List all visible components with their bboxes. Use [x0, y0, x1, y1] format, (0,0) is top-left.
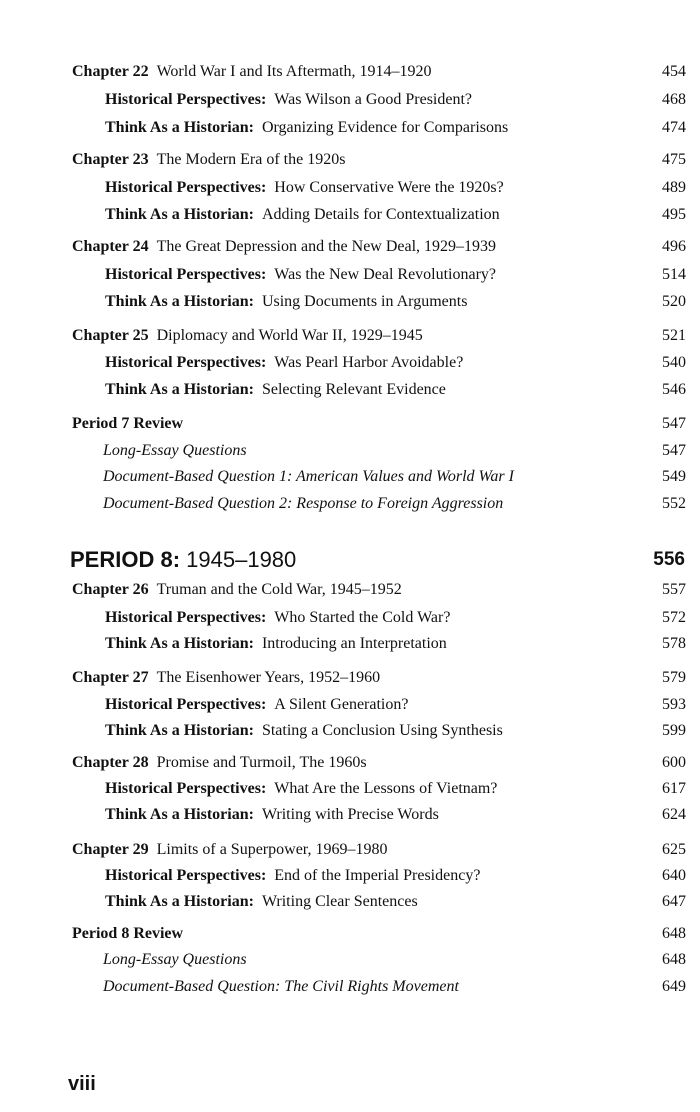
- feature-label: Think As a Historian:: [105, 293, 254, 310]
- entry-title: The Modern Era of the 1920s: [156, 151, 346, 168]
- page-number: 640: [662, 867, 686, 884]
- page-number: 579: [662, 669, 686, 686]
- feature-label: Think As a Historian:: [105, 206, 254, 223]
- page-number: 557: [662, 581, 686, 598]
- toc-entry-chapter: [0, 579, 686, 601]
- page-number: 495: [662, 206, 686, 223]
- page-number: 547: [662, 415, 686, 432]
- entry-title: Was Pearl Harbor Avoidable?: [274, 354, 464, 371]
- entry-title: Stating a Conclusion Using Synthesis: [261, 722, 503, 739]
- chapter-label: Chapter 27: [72, 669, 149, 686]
- feature-label: Historical Perspectives:: [105, 609, 267, 626]
- period-8-heading: [70, 545, 296, 575]
- entry-title: Organizing Evidence for Comparisons: [261, 119, 509, 136]
- entry-title: Period 8 Review: [72, 925, 184, 942]
- entry-title: Selecting Relevant Evidence: [261, 381, 446, 398]
- feature-label: Historical Perspectives:: [105, 354, 267, 371]
- entry-title: Was the New Deal Revolutionary?: [274, 266, 497, 283]
- toc-entry-sub: [0, 89, 686, 111]
- entry-title: Using Documents in Arguments: [261, 293, 468, 310]
- feature-label: Historical Perspectives:: [105, 266, 267, 283]
- toc-entry-sub: [0, 291, 686, 313]
- entry-title: Writing Clear Sentences: [261, 893, 418, 910]
- page-number: 496: [662, 238, 686, 255]
- entry-title: Document-Based Question 2: Response to Foreign Aggression: [103, 495, 504, 512]
- chapter-label: Chapter 25: [72, 327, 149, 344]
- entry-title: Adding Details for Contextualization: [261, 206, 500, 223]
- page-folio: viii: [68, 1073, 96, 1095]
- entry-title: The Great Depression and the New Deal, 1929–1939: [156, 238, 497, 255]
- entry-title: Long-Essay Questions: [103, 951, 247, 968]
- chapter-label: Chapter 24: [72, 238, 149, 255]
- entry-title: Long-Essay Questions: [103, 442, 247, 459]
- toc-entry-review-item: [0, 493, 686, 515]
- feature-label: Historical Perspectives:: [105, 780, 267, 797]
- entry-title: Diplomacy and World War II, 1929–1945: [156, 327, 423, 344]
- toc-entry-sub: [0, 177, 686, 199]
- page-number: 599: [662, 722, 686, 739]
- entry-title: A Silent Generation?: [274, 696, 409, 713]
- toc-entry-review-item: [0, 440, 686, 462]
- toc-entry-sub: [0, 891, 686, 913]
- entry-title: Truman and the Cold War, 1945–1952: [156, 581, 402, 598]
- toc-entry-chapter: [0, 839, 686, 861]
- period-8-years: 1945–1980: [186, 547, 297, 572]
- page-number: 547: [662, 442, 686, 459]
- toc-entry-sub: [0, 633, 686, 655]
- toc-entry-chapter: [0, 61, 686, 83]
- page-number: 521: [662, 327, 686, 344]
- page-number: 546: [662, 381, 686, 398]
- toc-entry-sub: [0, 778, 686, 800]
- page-number: 454: [662, 63, 686, 80]
- period-8-page-number: 556: [653, 549, 685, 570]
- entry-title: Document-Based Question 1: American Values and World War I: [103, 468, 514, 485]
- chapter-label: Chapter 26: [72, 581, 149, 598]
- page-number: 648: [662, 925, 686, 942]
- entry-title: Introducing an Interpretation: [261, 635, 447, 652]
- page-number: 489: [662, 179, 686, 196]
- entry-title: What Are the Lessons of Vietnam?: [274, 780, 498, 797]
- toc-entry-review-item: [0, 949, 686, 971]
- feature-label: Historical Perspectives:: [105, 696, 267, 713]
- page-number: 625: [662, 841, 686, 858]
- page-number: 540: [662, 354, 686, 371]
- page-number: 572: [662, 609, 686, 626]
- chapter-label: Chapter 22: [72, 63, 149, 80]
- page-number: 593: [662, 696, 686, 713]
- page-number: 624: [662, 806, 686, 823]
- chapter-label: Chapter 23: [72, 151, 149, 168]
- feature-label: Think As a Historian:: [105, 119, 254, 136]
- page-number: 648: [662, 951, 686, 968]
- toc-entry-chapter: [0, 667, 686, 689]
- page-number: 475: [662, 151, 686, 168]
- toc-entry-sub: [0, 204, 686, 226]
- page-number: 514: [662, 266, 686, 283]
- toc-entry-sub: [0, 694, 686, 716]
- entry-title: Period 7 Review: [72, 415, 184, 432]
- entry-title: Writing with Precise Words: [261, 806, 439, 823]
- page-number: 552: [662, 495, 686, 512]
- toc-entry-chapter: [0, 752, 686, 774]
- entry-title: Was Wilson a Good President?: [274, 91, 473, 108]
- toc-entry-sub: [0, 264, 686, 286]
- toc-entry-sub: [0, 804, 686, 826]
- toc-entry-sub: [0, 865, 686, 887]
- toc-entry-review: [0, 923, 686, 945]
- page-number: 468: [662, 91, 686, 108]
- toc-entry-chapter: [0, 149, 686, 171]
- feature-label: Historical Perspectives:: [105, 91, 267, 108]
- toc-entry-review: [0, 413, 686, 435]
- feature-label: Think As a Historian:: [105, 381, 254, 398]
- page-number: 520: [662, 293, 686, 310]
- page-number: 647: [662, 893, 686, 910]
- page-number: 617: [662, 780, 686, 797]
- entry-title: How Conservative Were the 1920s?: [274, 179, 504, 196]
- feature-label: Think As a Historian:: [105, 893, 254, 910]
- toc-entry-review-item: [0, 976, 686, 998]
- entry-title: Promise and Turmoil, The 1960s: [156, 754, 367, 771]
- feature-label: Historical Perspectives:: [105, 867, 267, 884]
- toc-entry-chapter: [0, 236, 686, 258]
- toc-entry-sub: [0, 117, 686, 139]
- page-number: 600: [662, 754, 686, 771]
- toc-entry-sub: [0, 379, 686, 401]
- entry-title: World War I and Its Aftermath, 1914–1920: [156, 63, 432, 80]
- page-number: 578: [662, 635, 686, 652]
- chapter-label: Chapter 29: [72, 841, 149, 858]
- page-number: 474: [662, 119, 686, 136]
- feature-label: Think As a Historian:: [105, 722, 254, 739]
- entry-title: The Eisenhower Years, 1952–1960: [156, 669, 381, 686]
- toc-entry-sub: [0, 607, 686, 629]
- feature-label: Think As a Historian:: [105, 635, 254, 652]
- feature-label: Historical Perspectives:: [105, 179, 267, 196]
- feature-label: Think As a Historian:: [105, 806, 254, 823]
- entry-title: Who Started the Cold War?: [274, 609, 451, 626]
- chapter-label: Chapter 28: [72, 754, 149, 771]
- toc-entry-sub: [0, 352, 686, 374]
- page-number: 649: [662, 978, 686, 995]
- entry-title: End of the Imperial Presidency?: [274, 867, 481, 884]
- entry-title: Limits of a Superpower, 1969–1980: [156, 841, 388, 858]
- toc-entry-chapter: [0, 325, 686, 347]
- page-number: 549: [662, 468, 686, 485]
- period-8-label: PERIOD 8:: [70, 547, 181, 572]
- entry-title: Document-Based Question: The Civil Rights Movement: [103, 978, 459, 995]
- toc-entry-review-item: [0, 466, 686, 488]
- toc-entry-sub: [0, 720, 686, 742]
